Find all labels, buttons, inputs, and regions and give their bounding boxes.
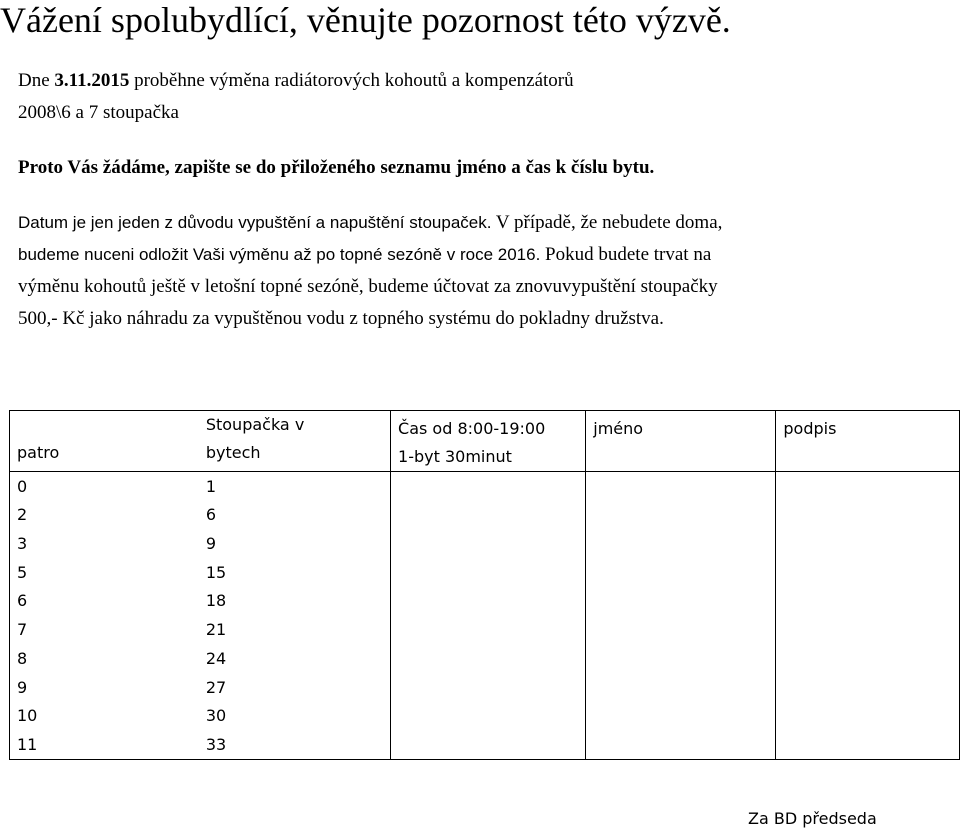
cell-podpis[interactable] — [776, 501, 960, 530]
notice-paragraph — [18, 207, 953, 335]
cell-podpis[interactable] — [776, 730, 960, 759]
paragraph-line-1 — [18, 207, 953, 239]
cell-patro: 2 — [10, 501, 199, 530]
paragraph-line-2a: budeme nuceni odložit Vaši výměnu až po topné sezóně v roce 2016. — [18, 245, 541, 264]
cell-cas[interactable] — [391, 673, 586, 702]
cell-stoupacka: 15 — [205, 562, 227, 582]
table-row — [10, 501, 960, 530]
cell-stoupacka: 30 — [205, 706, 227, 726]
header-cas — [391, 411, 586, 472]
cell-patro: 10 — [10, 702, 199, 731]
intro-rest: proběhne výměna radiátorových kohoutů a kompenzátorů — [129, 70, 574, 91]
header-jmeno: jméno — [586, 411, 776, 472]
cell-jmeno[interactable] — [586, 730, 776, 759]
intro-date: 3.11.2015 — [54, 70, 130, 91]
paragraph-line-1b: V případě, že nebudete doma, — [491, 212, 723, 233]
paragraph-line-4: 500,- Kč jako náhradu za vypuštěnou vodu z topného systému do pokladny družstva. — [18, 308, 664, 329]
header-stoupacka-line1: Stoupačka v — [205, 415, 305, 434]
cell-podpis[interactable] — [776, 558, 960, 587]
cell-cas[interactable] — [391, 644, 586, 673]
cell-cas[interactable] — [391, 472, 586, 501]
cell-podpis[interactable] — [776, 529, 960, 558]
header-podpis: podpis — [776, 411, 960, 472]
paragraph-line-3: výměnu kohoutů ještě v letošní topné sezóně, budeme účtovat za znovuvypuštění stoupačky — [18, 276, 718, 297]
table-row — [10, 558, 960, 587]
cell-jmeno[interactable] — [586, 615, 776, 644]
cell-stoupacka: 9 — [205, 534, 217, 554]
cell-jmeno[interactable] — [586, 472, 776, 501]
table-row — [10, 472, 960, 501]
table-row — [10, 673, 960, 702]
table-header-row — [10, 411, 960, 472]
cell-stoupacka: 21 — [205, 620, 227, 640]
cell-cas[interactable] — [391, 615, 586, 644]
paragraph-line-2b: Pokud budete trvat na — [540, 244, 712, 265]
cell-stoupacka: 27 — [205, 677, 227, 697]
cell-stoupacka: 6 — [205, 505, 217, 525]
cell-podpis[interactable] — [776, 587, 960, 616]
cell-jmeno[interactable] — [586, 673, 776, 702]
cell-patro: 11 — [10, 730, 199, 759]
signature-text: Za BD předseda — [748, 809, 877, 828]
cell-patro: 8 — [10, 644, 199, 673]
table-row — [10, 615, 960, 644]
table-row — [10, 587, 960, 616]
cell-jmeno[interactable] — [586, 587, 776, 616]
paragraph-line-1a: Datum je jen jeden z důvodu vypuštění a napuštění stoupaček. — [18, 213, 492, 232]
cell-cas[interactable] — [391, 587, 586, 616]
table-row — [10, 702, 960, 731]
table-row — [10, 644, 960, 673]
page-title: Vážení spolubydlící, věnujte pozornost této výzvě. — [0, 0, 731, 40]
cell-jmeno[interactable] — [586, 529, 776, 558]
cell-jmeno[interactable] — [586, 702, 776, 731]
cell-podpis[interactable] — [776, 615, 960, 644]
cell-cas[interactable] — [391, 529, 586, 558]
cell-stoupacka: 33 — [199, 730, 391, 759]
cell-podpis[interactable] — [776, 472, 960, 501]
cell-podpis[interactable] — [776, 644, 960, 673]
cell-patro: 7 — [10, 615, 199, 644]
cell-podpis[interactable] — [776, 702, 960, 731]
table-body — [10, 472, 960, 760]
signup-table — [9, 410, 960, 760]
intro-line-1 — [18, 70, 574, 92]
intro-prefix: Dne — [18, 70, 55, 91]
cell-jmeno[interactable] — [586, 644, 776, 673]
header-cas-line2: 1-byt 30minut — [398, 447, 512, 466]
cell-patro: 0 — [10, 472, 199, 501]
header-stoupacka-line2: bytech — [205, 443, 261, 462]
paragraph-line-2 — [18, 239, 953, 271]
cell-stoupacka: 24 — [205, 648, 227, 668]
header-cas-line1: Čas od 8:00-19:00 — [398, 419, 546, 438]
cell-patro: 9 — [10, 673, 199, 702]
cell-stoupacka: 1 — [205, 476, 217, 496]
cell-cas[interactable] — [391, 558, 586, 587]
table-row — [10, 529, 960, 558]
cell-patro: 3 — [10, 529, 199, 558]
instruction-text: Proto Vás žádáme, zapište se do přiloženého seznamu jméno a čas k číslu bytu. — [18, 157, 655, 178]
cell-patro: 6 — [10, 587, 199, 616]
cell-stoupacka: 18 — [205, 591, 227, 611]
cell-cas[interactable] — [391, 702, 586, 731]
header-patro: patro — [10, 411, 199, 472]
header-stoupacka — [199, 411, 391, 472]
cell-cas[interactable] — [391, 730, 586, 759]
cell-podpis[interactable] — [776, 673, 960, 702]
intro-line-2: 2008\6 a 7 stoupačka — [18, 102, 179, 123]
cell-patro: 5 — [10, 558, 199, 587]
table-row — [10, 730, 960, 759]
cell-cas[interactable] — [391, 501, 586, 530]
cell-jmeno[interactable] — [586, 501, 776, 530]
cell-jmeno[interactable] — [586, 558, 776, 587]
